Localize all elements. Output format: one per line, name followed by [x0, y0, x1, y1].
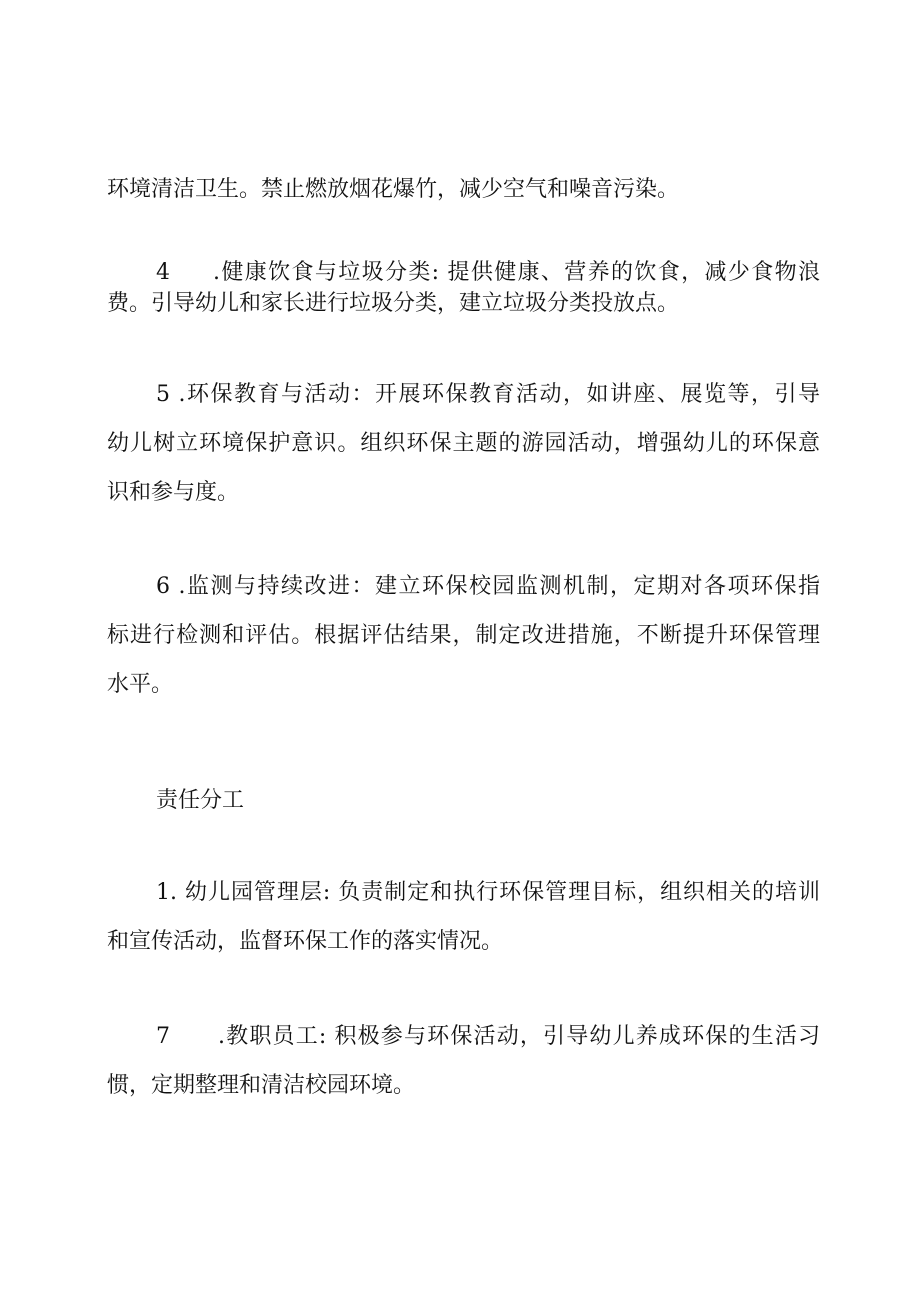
item-5-line-1: 5 .环保教育与活动：开展环保教育活动，如讲座、展览等，引导	[156, 382, 820, 407]
duty-2-line-2: 惯，定期整理和清洁校园环境。	[107, 1073, 416, 1098]
duty-2-line-1: .教职员工: 积极参与环保活动，引导幼儿养成环保的生活习	[218, 1024, 820, 1049]
item-6-line-2: 标进行检测和评估。根据评估结果，制定改进措施，不断提升环保管理	[107, 623, 820, 648]
duty-1-line-2: 和宣传活动，监督环保工作的落实情况。	[107, 929, 504, 954]
item-4-line-1: .健康饮食与垃圾分类: 提供健康、营养的饮食，减少食物浪	[213, 260, 820, 285]
item-5-line-3: 识和参与度。	[107, 480, 240, 505]
item-6-line-3: 水平。	[107, 672, 174, 697]
item-4-number: 4	[156, 260, 170, 285]
item-6-line-1: 6 .监测与持续改进：建立环保校园监测机制，定期对各项环保指	[156, 574, 820, 599]
item-5-line-2: 幼儿树立环境保护意识。组织环保主题的游园活动，增强幼儿的环保意	[107, 431, 820, 456]
item-4-line-2: 费。引导幼儿和家长进行垃圾分类，建立垃圾分类投放点。	[107, 291, 680, 316]
continuation-line: 环境清洁卫生。禁止燃放烟花爆竹，减少空气和噪音污染。	[107, 177, 680, 202]
duty-1-line-1: 1. 幼儿园管理层: 负责制定和执行环保管理目标，组织相关的培训	[156, 880, 820, 905]
duty-2-number: 7	[156, 1024, 170, 1049]
section-heading: 责任分工	[156, 788, 245, 813]
